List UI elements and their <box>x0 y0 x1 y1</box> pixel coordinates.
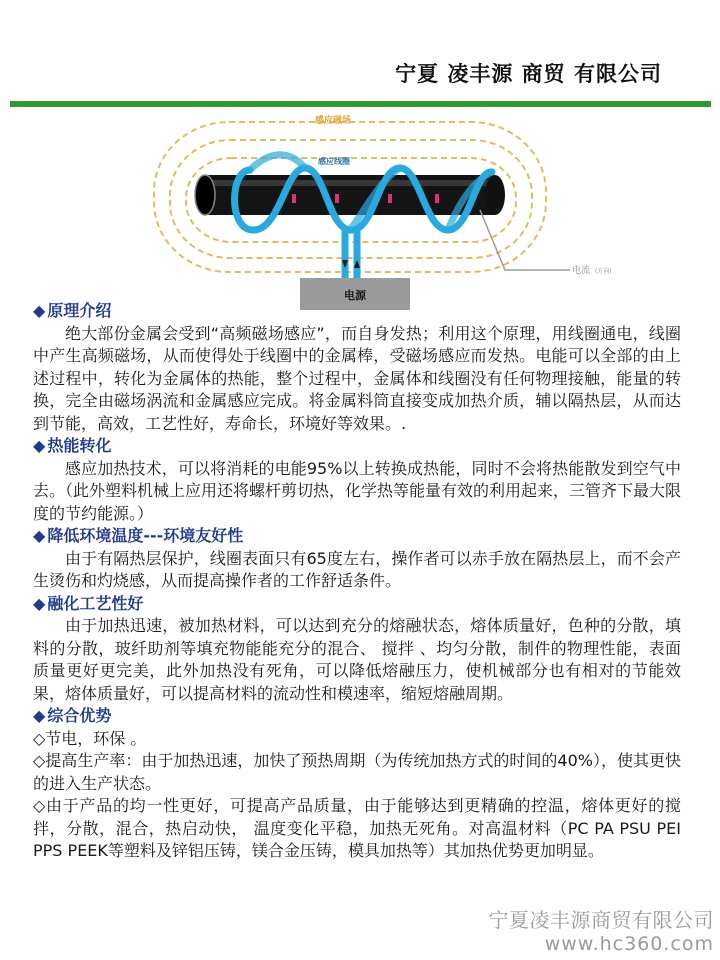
article-body <box>33 300 681 863</box>
current-arrows <box>342 260 360 268</box>
bullet-diamond-icon: ◆ <box>33 593 46 613</box>
power-label: 电源 <box>344 289 366 302</box>
current-label: 电流 <box>572 266 591 276</box>
bullet-diamond-icon: ◆ <box>33 526 46 545</box>
section-title-melting: ◆ 融化工艺性好 <box>33 593 144 613</box>
company-title: 宁夏 凌丰源 商贸 有限公司 <box>395 61 662 86</box>
section-paragraph: 绝大部份金属会受到“高频磁场感应”，而自身发热；利用这个原理，用线圈通电，线圈中产生高频磁场，从而使得处于线圈中的金属棒，受磁场感应而发热。电能可以全部的由上述过程中，转化为金属体的热能，整个过程中，金属体和线圈没有任何物理接触，能量的转换，完全由磁场涡流和金属感应完成。将金属料筒直接变成加热介质，辅以隔热层，从而达到节能，高效，工艺性好，寿命长，环境好等效果。. <box>33 323 681 433</box>
watermark <box>489 908 715 956</box>
bullet-diamond-icon: ◆ <box>33 301 46 320</box>
advantage-item: ◇节电，环保 。 <box>33 728 147 748</box>
watermark-url: www.hc360.com <box>544 933 714 955</box>
section-paragraph: 由于有隔热层保护，线圈表面只有65度左右，操作者可以赤手放在隔热层上，而不会产生烫伤和灼烧感，从而提高操作者的工作舒适条件。 <box>33 548 681 590</box>
current-pointer <box>480 210 570 270</box>
section-paragraph: 由于加热迅速，被加热材料，可以达到充分的熔融状态，熔体质量好，色种的分散，填料的分散，玻纤助剂等填充物能能充分的混合、 搅拌 、均匀分散，制件的物理性能，表面质量更好更完美，此外加热没有死角，可以降低熔融压力，使机械部分也有相对的节能效果，熔体质量好，可以提高材料的流动性和模速率，缩短熔融周期。 <box>33 616 681 703</box>
advantage-item: ◇由于产品的均一性更好，可提高产品质量，由于能够达到更精确的控温，熔体更好的搅拌，分散，混合，热启动快， 温度变化平稳，加热无死角。对高温材料（PC PA PSU PEI PPS PEEK等塑料及锌铝压铸，镁合金压铸，模具加热等）其加热优势更加明显。 <box>33 796 681 860</box>
advantage-item: ◇提高生产率：由于加热迅速，加快了预热周期（为传统加热方式的时间的40%），使其更快的进入生产状态。 <box>33 751 681 793</box>
induction-heating-diagram <box>150 110 650 310</box>
section-title-heat-conversion: ◆ 热能转化 <box>33 436 112 455</box>
bullet-diamond-icon: ◆ <box>33 436 46 455</box>
section-title-environment: ◆ 降低环境温度---环境友好性 <box>33 526 244 545</box>
section-title-principle: ◆ 原理介绍 <box>33 301 112 320</box>
field-label: 感应磁场 <box>315 116 352 126</box>
bullet-diamond-icon: ◆ <box>33 706 46 725</box>
induction-coil <box>235 155 493 280</box>
current-direction-label: (方向) <box>595 268 612 275</box>
section-paragraph: 感应加热技术，可以将消耗的电能95%以上转换成热能，同时不会将热能散发到空气中去。（此外塑料机械上应用还将螺杆剪切热，化学热等能量有效的利用起来，三管齐下最大限度的节约能源。） <box>33 458 682 523</box>
section-title-advantages: ◆ 综合优势 <box>33 706 112 725</box>
header-divider <box>10 101 711 107</box>
coil-label: 感应线圈 <box>318 157 350 166</box>
watermark-company: 宁夏凌丰源商贸有限公司 <box>488 908 714 932</box>
